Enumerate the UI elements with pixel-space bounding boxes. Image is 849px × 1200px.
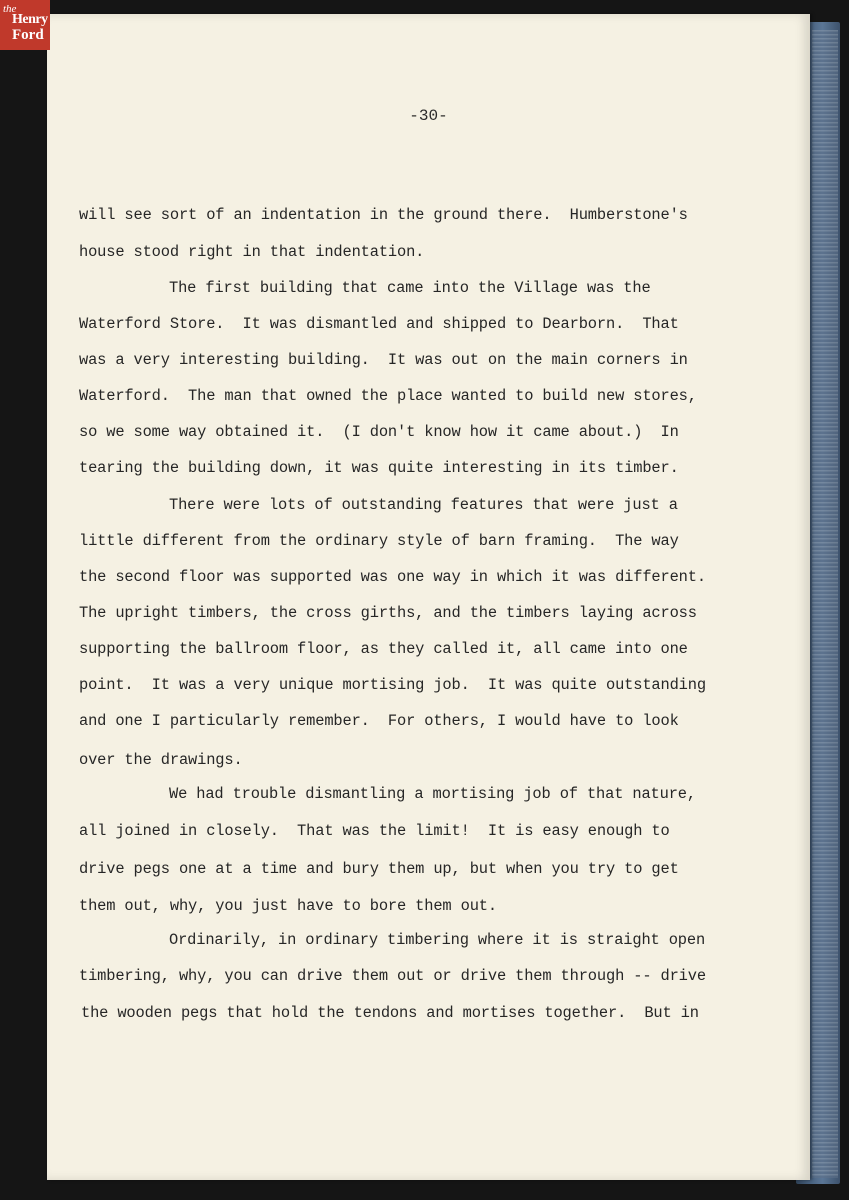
text-line: timbering, why, you can drive them out or drive them through -- drive bbox=[79, 967, 706, 985]
logo-the-text: the bbox=[3, 3, 17, 15]
page-number: -30- bbox=[409, 107, 448, 125]
binding-cloth-texture bbox=[812, 30, 838, 1178]
text-line: The upright timbers, the cross girths, and the timbers laying across bbox=[79, 604, 697, 622]
text-line: tearing the building down, it was quite interesting in its timber. bbox=[79, 459, 679, 477]
henry-ford-logo bbox=[0, 0, 50, 50]
text-line: and one I particularly remember. For others, I would have to look bbox=[79, 712, 679, 730]
document-page bbox=[47, 14, 810, 1180]
text-line: was a very interesting building. It was out on the main corners in bbox=[79, 351, 688, 369]
text-line: There were lots of outstanding features that were just a bbox=[169, 496, 678, 514]
text-line: drive pegs one at a time and bury them up, but when you try to get bbox=[79, 860, 679, 878]
text-line: Ordinarily, in ordinary timbering where it is straight open bbox=[169, 931, 706, 949]
text-line: Waterford. The man that owned the place wanted to build new stores, bbox=[79, 387, 697, 405]
logo-henry-text: Henry bbox=[12, 12, 48, 27]
text-line: Waterford Store. It was dismantled and shipped to Dearborn. That bbox=[79, 315, 679, 333]
text-line: We had trouble dismantling a mortising job of that nature, bbox=[169, 785, 696, 803]
text-line: the second floor was supported was one way in which it was different. bbox=[79, 568, 706, 586]
text-line: so we some way obtained it. (I don't know how it came about.) In bbox=[79, 423, 679, 441]
text-line: over the drawings. bbox=[79, 751, 243, 769]
text-line: all joined in closely. That was the limit! It is easy enough to bbox=[79, 822, 670, 840]
text-line: supporting the ballroom floor, as they called it, all came into one bbox=[79, 640, 688, 658]
text-line: point. It was a very unique mortising job. It was quite outstanding bbox=[79, 676, 706, 694]
text-line: them out, why, you just have to bore them out. bbox=[79, 897, 497, 915]
text-line: little different from the ordinary style of barn framing. The way bbox=[79, 532, 679, 550]
text-line: will see sort of an indentation in the ground there. Humberstone's bbox=[79, 206, 688, 224]
logo-ford-text: Ford bbox=[12, 27, 44, 43]
text-line: house stood right in that indentation. bbox=[79, 243, 425, 261]
text-line: the wooden pegs that hold the tendons and mortises together. But in bbox=[81, 1004, 699, 1022]
text-line: The first building that came into the Village was the bbox=[169, 279, 651, 297]
